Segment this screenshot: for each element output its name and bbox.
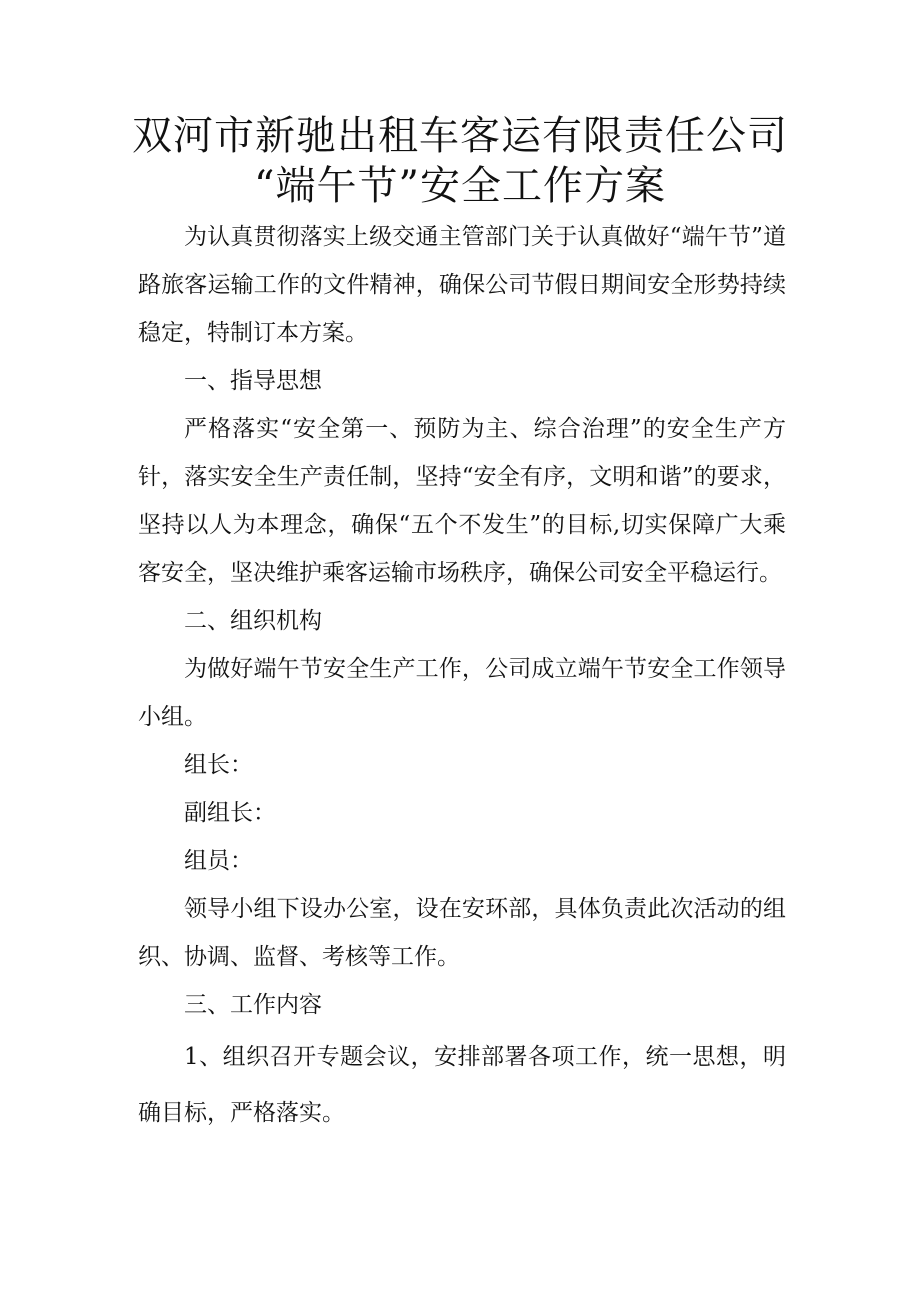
work-item-1: 1、组织召开专题会议，安排部署各项工作，统一思想，明确目标，严格落实。 [138,1044,786,1126]
document-title-line-2: “端午节”安全工作方案 [254,163,666,209]
guiding-ideology-paragraph: 严格落实“安全第一、预防为主、综合治理”的安全生产方针，落实安全生产责任制，坚持“安全有序，文明和谐”的要求，坚持以人为本理念，确保“五个不发生”的目标,切实保障广大乘客安全，坚决维护乘客运输市场秩序，确保公司安全平稳运行。 [138,416,786,586]
document-title-line-1: 双河市新驰出租车客运有限责任公司 [132,113,788,159]
team-leader-line: 组长： [184,752,253,778]
section-heading-work-content: 三、工作内容 [184,992,322,1018]
section-heading-guiding-ideology: 一、指导思想 [184,368,322,394]
office-paragraph: 领导小组下设办公室，设在安环部，具体负责此次活动的组织、协调、监督、考核等工作。 [138,896,786,970]
deputy-leader-line: 副组长： [184,800,276,826]
intro-paragraph: 为认真贯彻落实上级交通主管部门关于认真做好“端午节”道路旅客运输工作的文件精神，确保公司节假日期间安全形势持续稳定，特制订本方案。 [138,224,786,346]
document-body [138,213,786,1141]
organization-paragraph: 为做好端午节安全生产工作，公司成立端午节安全工作领导小组。 [138,656,786,730]
team-members-line: 组员： [184,848,253,874]
section-heading-organization: 二、组织机构 [184,608,322,634]
